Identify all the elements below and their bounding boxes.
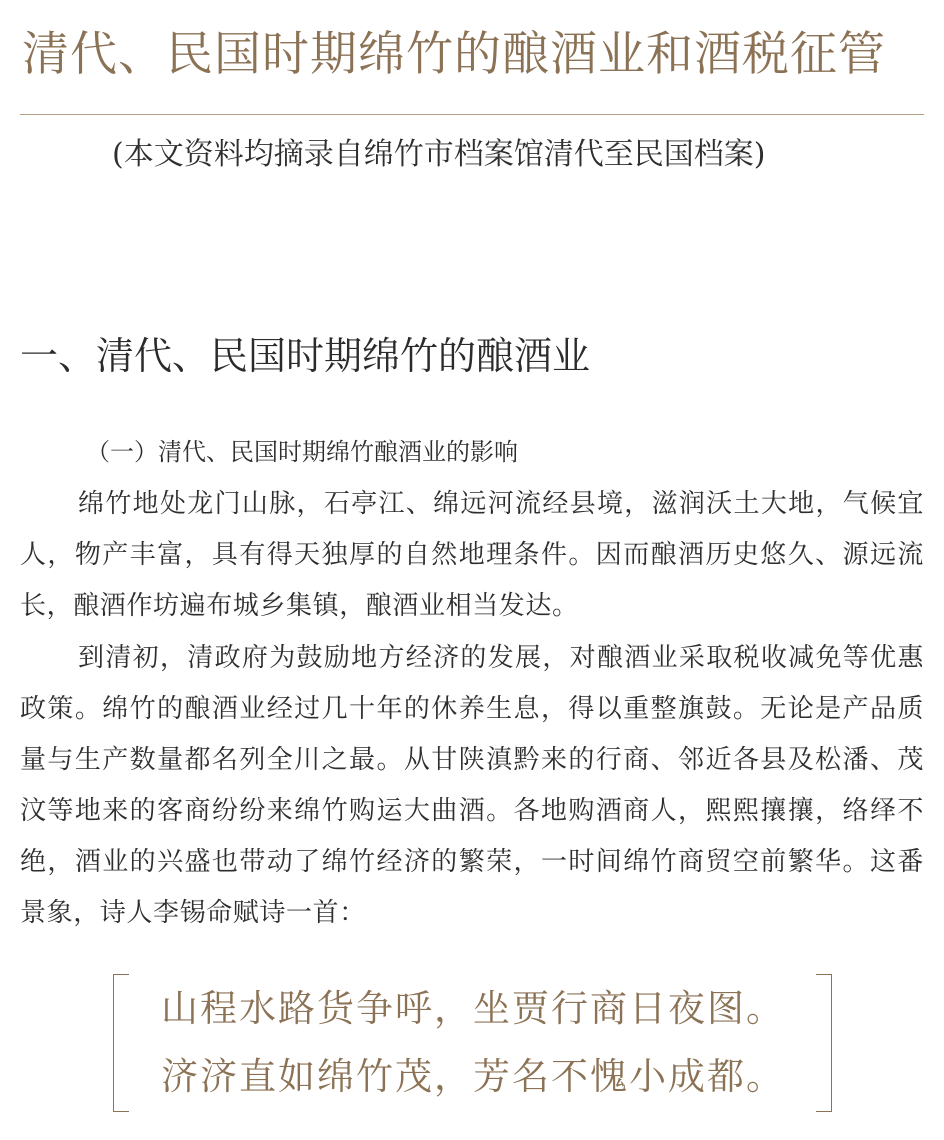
section-heading: 一、清代、民国时期绵竹的酿酒业 <box>20 334 591 378</box>
body-paragraph: 绵竹地处龙门山脉，石亭江、绵远河流经县境，滋润沃土大地，气候宜人，物产丰富，具有得天独厚的自然地理条件。因而酿酒历史悠久、源远流长，酿酒作坊遍布城乡集镇，酿酒业相当发达。 <box>20 489 924 621</box>
poem-left-bracket <box>113 974 129 1112</box>
title-divider <box>20 114 924 115</box>
poem-line: 山程水路货争呼，坐贾行商日夜图。 <box>161 987 785 1030</box>
poem-block <box>113 974 832 1112</box>
poem-line: 济济直如绵竹茂，芳名不愧小成都。 <box>161 1055 785 1098</box>
article-title: 清代、民国时期绵竹的酿酒业和酒税征管 <box>22 27 886 82</box>
subsection-heading: （一）清代、民国时期绵竹酿酒业的影响 <box>86 438 518 466</box>
article-subtitle: (本文资料均摘录自绵竹市档案馆清代至民国档案) <box>112 137 766 172</box>
poem-right-bracket <box>816 974 832 1112</box>
body-paragraph: 到清初，清政府为鼓励地方经济的发展，对酿酒业采取税收减免等优惠政策。绵竹的酿酒业经过几十年的休养生息，得以重整旗鼓。无论是产品质量与生产数量都名列全川之最。从甘陕滇黔来的行商、邻近各县及松潘、茂汶等地来的客商纷纷来绵竹购运大曲酒。各地购酒商人，熙熙攘攘，络绎不绝，酒业的兴盛也带动了绵竹经济的繁荣，一时间绵竹商贸空前繁华。这番景象，诗人李锡命赋诗一首： <box>20 643 924 928</box>
